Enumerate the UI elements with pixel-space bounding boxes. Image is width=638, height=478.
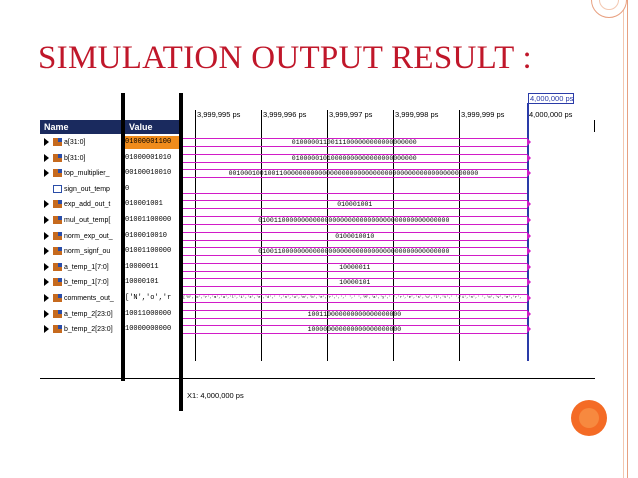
bit-waveform[interactable] xyxy=(183,193,527,194)
signal-row-name[interactable] xyxy=(40,245,121,258)
expand-arrow-icon[interactable] xyxy=(44,278,49,286)
expand-arrow-icon[interactable] xyxy=(44,169,49,177)
signal-value[interactable]: ['N','o','r xyxy=(125,294,172,302)
signal-value[interactable]: 10011000000 xyxy=(125,310,172,318)
timeline-tick-notch xyxy=(195,110,196,120)
signal-row-name[interactable] xyxy=(40,167,121,180)
signal-value[interactable]: 01000001010 xyxy=(125,154,172,162)
timeline-tick-label: 3,999,995 ps xyxy=(197,110,241,119)
name-column-header[interactable]: Name xyxy=(40,120,121,134)
waveform-value-label: 01000001010000000000000000000000 xyxy=(291,155,417,162)
waveform-value-label: 01000001100111000000000000000000 xyxy=(291,139,417,146)
timeline-tick-notch xyxy=(459,110,460,120)
signal-name-label: norm_signf_ou xyxy=(64,248,111,255)
signal-row-name[interactable] xyxy=(40,292,121,305)
bus-signal-icon xyxy=(53,154,62,162)
waveform-value-label: 0100110000000000000000000000000000000000000000000 xyxy=(258,248,450,255)
bus-signal-icon xyxy=(53,247,62,255)
signal-value[interactable]: 10000101 xyxy=(125,278,159,286)
bus-signal-icon xyxy=(53,310,62,318)
timeline-tick-label: 3,999,997 ps xyxy=(329,110,373,119)
signal-name-label: a_temp_1[7:0] xyxy=(64,264,109,271)
signal-row-name[interactable] xyxy=(40,214,121,227)
value-wave-separator[interactable] xyxy=(179,93,183,411)
signal-name-label: b_temp_1[7:0] xyxy=(64,279,109,286)
signal-value[interactable]: 10000011 xyxy=(125,263,159,271)
signal-name-label: a_temp_2[23:0] xyxy=(64,311,113,318)
expand-arrow-icon[interactable] xyxy=(44,247,49,255)
waveform-value-label: 10000011 xyxy=(339,264,371,271)
signal-value[interactable]: 00100010010 xyxy=(125,169,172,177)
signal-value[interactable]: 010001001 xyxy=(125,200,163,208)
signal-value[interactable]: 0100010010 xyxy=(125,232,168,240)
bus-signal-icon xyxy=(53,169,62,177)
signal-name-label: mul_out_temp[ xyxy=(64,217,111,224)
slide-title: SIMULATION OUTPUT RESULT : xyxy=(38,40,532,76)
waveform-value-label: 100000000000000000000000 xyxy=(307,326,402,333)
signal-value[interactable]: 01000001100 xyxy=(125,136,179,149)
signal-row-name[interactable] xyxy=(40,308,121,321)
signal-name-label: b[31:0] xyxy=(64,155,86,162)
signal-value[interactable]: 01001100000 xyxy=(125,216,172,224)
bus-signal-icon xyxy=(53,200,62,208)
bus-signal-icon xyxy=(53,278,62,286)
timeline-tick-notch xyxy=(393,110,394,120)
signal-name-label: a[31:0] xyxy=(64,139,86,146)
timeline-tick-label: 3,999,996 ps xyxy=(263,110,307,119)
wave-area-right-edge xyxy=(594,120,595,132)
timeline-tick-label: 4,000,000 ps xyxy=(529,110,573,119)
expand-arrow-icon[interactable] xyxy=(44,232,49,240)
bus-signal-icon xyxy=(53,138,62,146)
signal-value[interactable]: 01001100000 xyxy=(125,247,172,255)
expand-arrow-icon[interactable] xyxy=(44,154,49,162)
waveform-value-label: 0010001001001100000000000000000000000000000000000000000000000000 xyxy=(228,170,479,177)
expand-arrow-icon[interactable] xyxy=(44,325,49,333)
expand-arrow-icon[interactable] xyxy=(44,294,49,302)
signal-row-name[interactable] xyxy=(40,276,121,289)
cursor-x1-readout: X1: 4,000,000 ps xyxy=(187,391,244,400)
waveform-value-label: 10000101 xyxy=(339,279,371,286)
bus-signal-icon xyxy=(53,263,62,271)
bus-signal-icon xyxy=(53,232,62,240)
signal-row-name[interactable] xyxy=(40,261,121,274)
waveform-value-label: 0100010010 xyxy=(335,233,375,240)
bus-signal-icon xyxy=(53,216,62,224)
cursor-time-label[interactable]: 4,000,000 ps xyxy=(530,94,574,103)
timeline-tick-notch xyxy=(261,110,262,120)
bus-signal-icon xyxy=(53,325,62,333)
signal-value[interactable]: 10000000000 xyxy=(125,325,172,333)
signal-name-label: exp_add_out_t xyxy=(64,201,111,208)
expand-arrow-icon[interactable] xyxy=(44,310,49,318)
waveform-value-label: 010001001 xyxy=(337,201,373,208)
signal-row-name[interactable] xyxy=(40,183,121,196)
waveform-value-label: 0100110000000000000000000000000000000000000000000 xyxy=(258,217,450,224)
expand-arrow-icon[interactable] xyxy=(44,263,49,271)
expand-arrow-icon[interactable] xyxy=(44,138,49,146)
timeline-tick-label: 3,999,999 ps xyxy=(461,110,505,119)
waveform-value-label: 100110000000000000000000 xyxy=(307,311,402,318)
waveform-value-label: ['N','o','r','m','a','l','i','z','e','d',' ','n','u','m','b','e','r',',',' ',' ','M','a','y',' ','r','e','s','u','l','t',' ','i','n',' ','o','v','e','r', xyxy=(183,296,522,300)
bus-signal-icon xyxy=(53,294,62,302)
signal-row-name[interactable] xyxy=(40,323,121,336)
signal-row-name[interactable] xyxy=(40,230,121,243)
signal-row-name[interactable] xyxy=(40,198,121,211)
bit-signal-icon xyxy=(53,185,62,193)
signal-value[interactable]: 0 xyxy=(125,185,130,193)
expand-arrow-icon[interactable] xyxy=(44,200,49,208)
timeline-tick-label: 3,999,998 ps xyxy=(395,110,439,119)
signal-name-label: b_temp_2[23:0] xyxy=(64,326,113,333)
timeline-tick-notch xyxy=(327,110,328,120)
signal-name-label: top_multiplier_ xyxy=(64,170,110,177)
expand-arrow-icon[interactable] xyxy=(44,216,49,224)
signal-row-name[interactable] xyxy=(40,136,121,149)
name-value-separator[interactable] xyxy=(121,93,125,381)
signal-row-name[interactable] xyxy=(40,152,121,165)
signal-name-label: norm_exp_out_ xyxy=(64,233,113,240)
signal-name-label: comments_out_ xyxy=(64,295,114,302)
value-column-header[interactable]: Value xyxy=(125,120,179,134)
signal-name-label: sign_out_temp xyxy=(64,186,110,193)
